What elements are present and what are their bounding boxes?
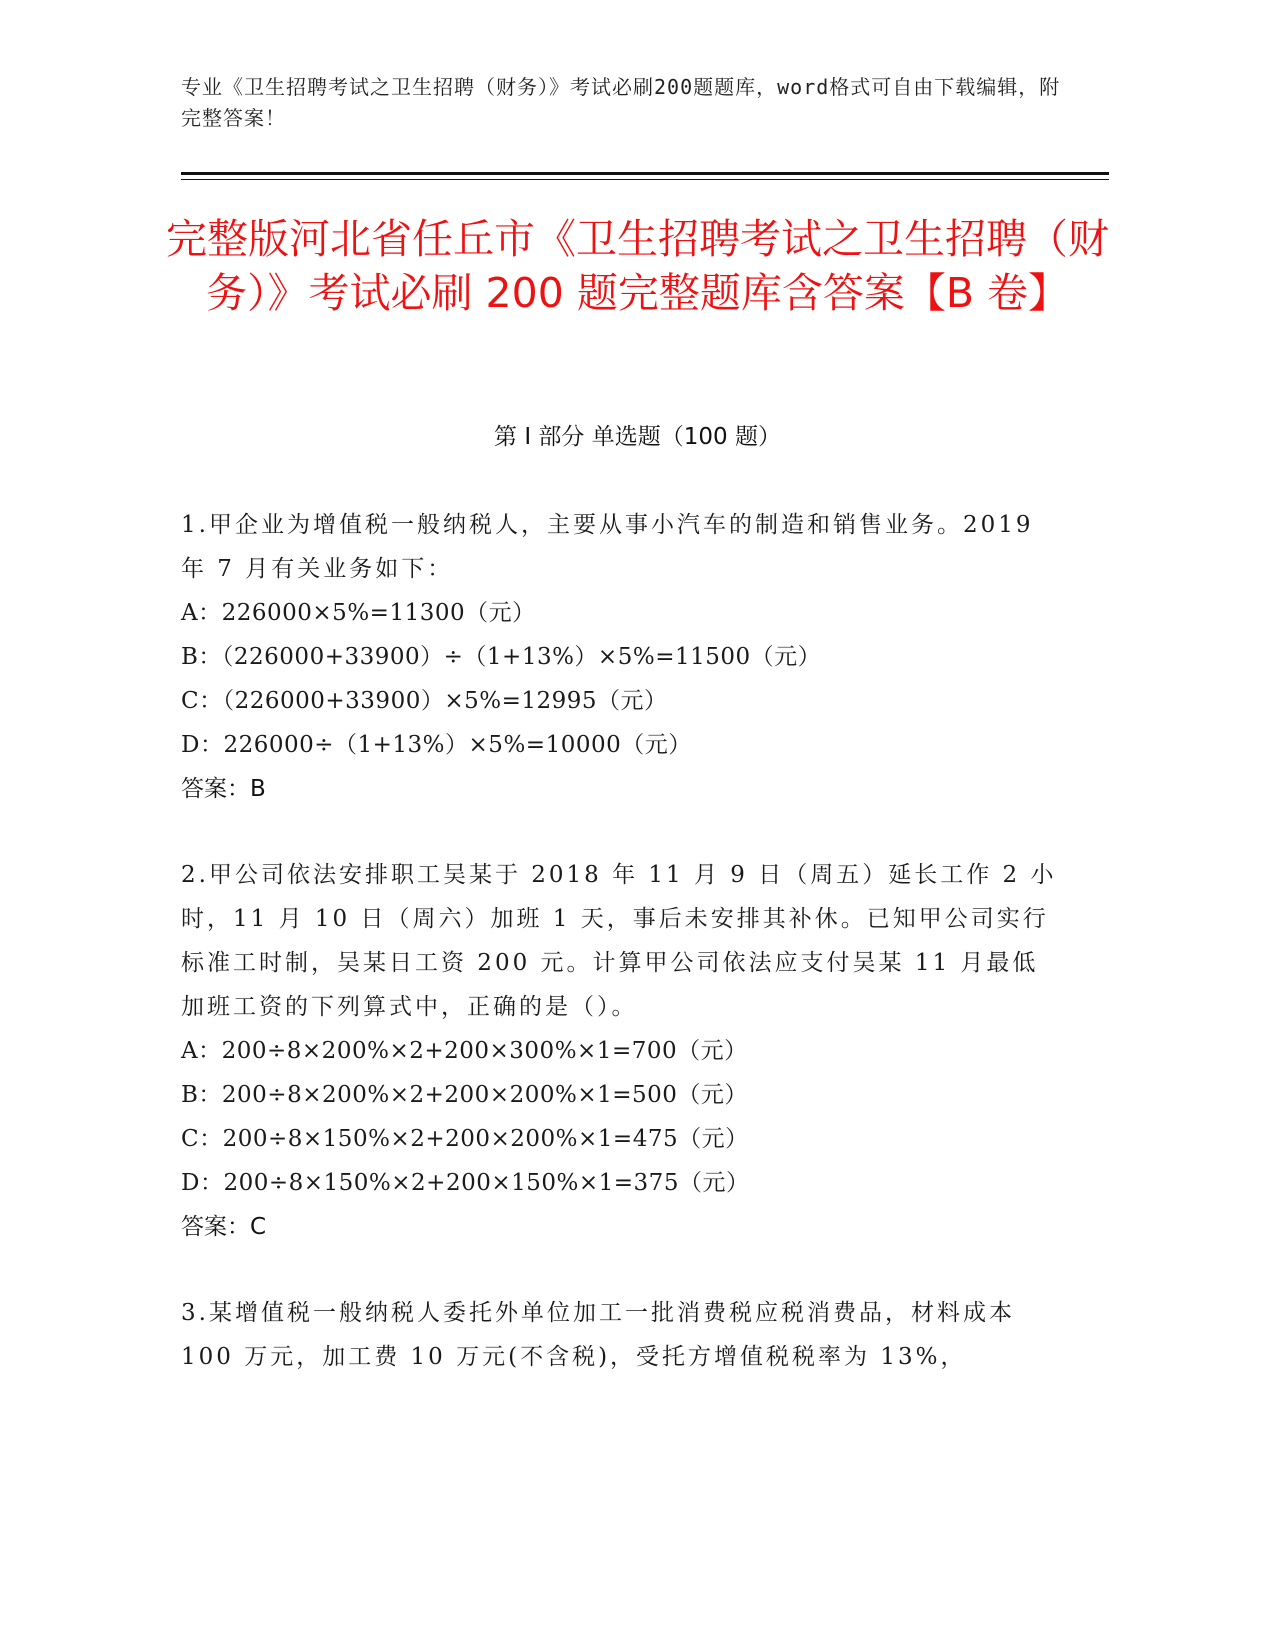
section-heading: 第 I 部分 单选题（100 题） <box>494 424 781 450</box>
question-2 <box>181 853 1061 1249</box>
question-stem: 1.甲企业为增值税一般纳税人，主要从事小汽车的制造和销售业务。2019 年 7 月有关业务如下： <box>181 512 1034 582</box>
question-stem: 2.甲公司依法安排职工吴某于 2018 年 11 月 9 日（周五）延长工作 2 小时，11 月 10 日（周六）加班 1 天，事后未安排其补休。已知甲公司实行标准工时制，吴某日工资 200 元。计算甲公司依法应支付吴某 11 月最低加班工资的下列算式中，正确的是（）。 <box>181 862 1057 1020</box>
option-a: A：226000×5%=11300（元） <box>181 600 536 626</box>
option-d: D：200÷8×150%×2+200×150%×1=375（元） <box>181 1170 750 1196</box>
answer-line: 答案：B <box>181 776 266 802</box>
header-rule-thin <box>181 179 1109 180</box>
question-list <box>181 503 1061 1421</box>
header-rule-thick <box>181 172 1109 175</box>
question-stem: 3.某增值税一般纳税人委托外单位加工一批消费税应税消费品，材料成本 100 万元，加工费 10 万元(不含税)，受托方增值税税率为 13%， <box>181 1300 1015 1370</box>
option-d: D：226000÷（1+13%）×5%=10000（元） <box>181 732 692 758</box>
question-3 <box>181 1291 1061 1379</box>
question-1 <box>181 503 1061 811</box>
header-note: 专业《卫生招聘考试之卫生招聘（财务）》考试必刷200题题库，word格式可自由下载编辑，附完整答案！ <box>181 75 1061 130</box>
option-b: B：200÷8×200%×2+200×200%×1=500（元） <box>181 1082 748 1108</box>
option-c: C：（226000+33900）×5%=12995（元） <box>181 688 668 714</box>
option-c: C：200÷8×150%×2+200×200%×1=475（元） <box>181 1126 749 1152</box>
document-title: 完整版河北省任丘市《卫生招聘考试之卫生招聘（财务）》考试必刷 200 题完整题库含答案【B 卷】 <box>166 215 1109 317</box>
answer-line: 答案：C <box>181 1214 267 1240</box>
option-b: B：（226000+33900）÷（1+13%）×5%=11500（元） <box>181 644 822 670</box>
option-a: A：200÷8×200%×2+200×300%×1=700（元） <box>181 1038 748 1064</box>
